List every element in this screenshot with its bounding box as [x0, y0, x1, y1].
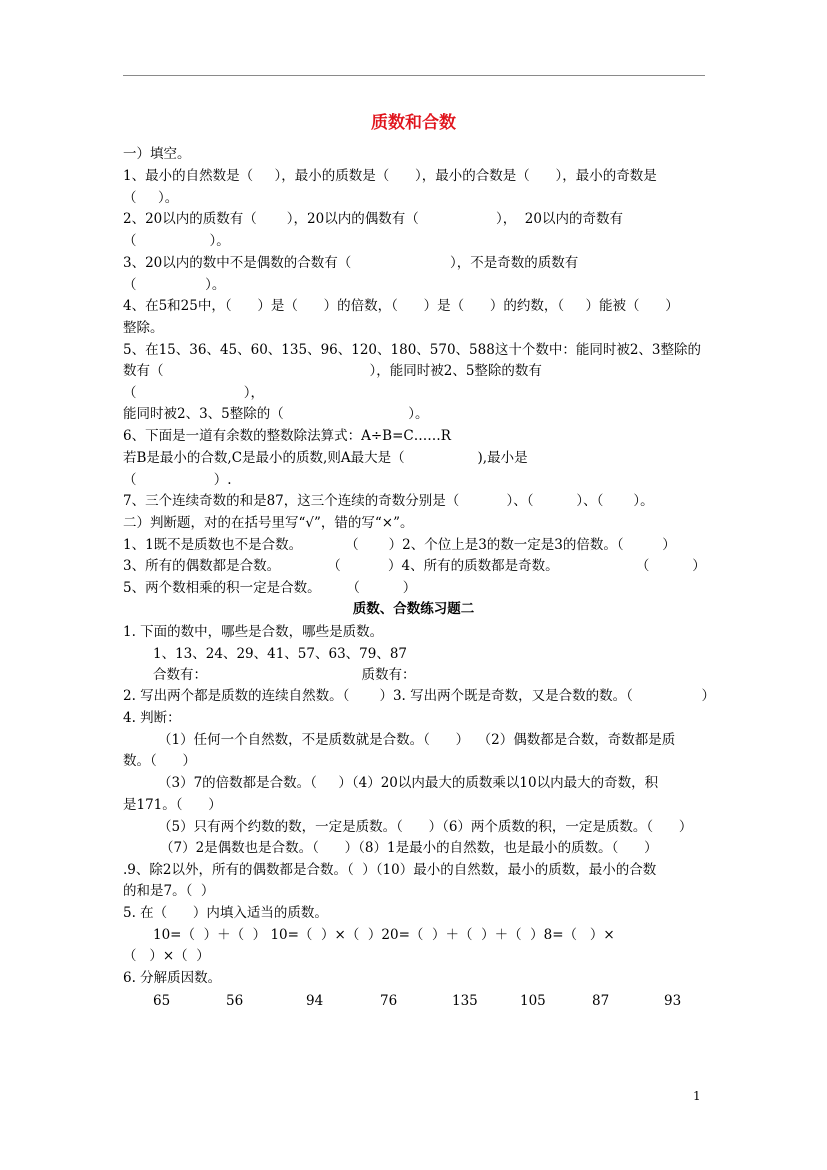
exercise-5-line-2: （ ）×（ ）: [123, 948, 210, 964]
question-6-line-3: （ ）.: [123, 472, 232, 488]
part2-heading: 二）判断题，对的在括号里写“√”，错的写“×”。: [123, 515, 414, 531]
exercise-4: 4. 判断：: [123, 710, 181, 726]
question-5-line-4: 能同时被2、3、5整除的（ ）。: [123, 406, 429, 422]
question-5-line-3: （ ），: [123, 385, 265, 401]
exercise-5-line-1: 10=（ ）＋（ ） 10=（ ）×（ ）20=（ ）＋（ ）＋（ ）8=（ ）×: [153, 927, 615, 943]
factor-number: 56: [226, 993, 244, 1009]
exercise-1-labels: 合数有： 质数有：: [153, 667, 416, 683]
exercise-4-line-7: .9、除2以外，所有的偶数都是合数。（ ）（10）最小的自然数，最小的质数，最小的合数: [123, 862, 657, 878]
question-7: 7、三个连续奇数的和是87，这三个连续的奇数分别是（ ）、（ ）、（ ）。: [123, 493, 654, 509]
question-2-line-2: （ ）。: [123, 233, 230, 249]
exercise-2-3: 2. 写出两个都是质数的连续自然数。（ ）3. 写出两个既是奇数，又是合数的数。（ ）: [123, 688, 716, 704]
exercise-4-line-3: （3）7的倍数都是合数。（ ）（4）20以内最大的质数乘以10以内最大的奇数，积: [158, 775, 659, 791]
factor-number: 87: [592, 993, 610, 1009]
exercise-4-line-2: 数。（ ）: [123, 753, 196, 769]
factor-number: 65: [153, 993, 171, 1009]
part1-heading: 一）填空。: [123, 146, 191, 162]
exercise-4-line-8: 的和是7。（ ）: [123, 883, 215, 899]
exercise-1: 1. 下面的数中，哪些是合数，哪些是质数。: [123, 624, 384, 640]
question-4-line-1: 4、在5和25中，（ ）是（ ）的倍数，（ ）是（ ）的约数，（ ）能被（ ）: [123, 298, 679, 314]
exercise-4-line-5: （5）只有两个约数的数，一定是质数。（ ）（6）两个质数的积，一定是质数。（ ）: [158, 819, 693, 835]
question-6-line-1: 6、下面是一道有余数的整数除法算式：A÷B=C……R: [123, 428, 451, 444]
exercise-4-line-4: 是171。（ ）: [123, 797, 222, 813]
page-number: 1: [693, 1089, 701, 1103]
factor-number: 76: [380, 993, 398, 1009]
judge-line-3: 5、两个数相乘的积一定是合数。 （ ）: [123, 580, 417, 596]
judge-line-1: 1、1既不是质数也不是合数。 （ ）2、个位上是3的数一定是3的倍数。（ ）: [123, 537, 676, 553]
header-rule: [123, 75, 705, 76]
factor-number: 105: [520, 993, 546, 1009]
question-5-line-1: 5、在15、36、45、60、135、96、120、180、570、588这十个数中：能同时被2、3整除的: [123, 342, 701, 358]
factor-number: 93: [664, 993, 682, 1009]
exercise-4-line-1: （1）任何一个自然数，不是质数就是合数。（ ） （2）偶数都是合数，奇数都是质: [158, 732, 676, 748]
question-3-line-2: （ ）。: [123, 277, 226, 293]
question-4-line-2: 整除。: [123, 320, 164, 336]
page-title: 质数和合数: [371, 113, 456, 133]
exercise-1-numbers: 1、13、24、29、41、57、63、79、87: [153, 646, 408, 662]
exercise-6: 6. 分解质因数。: [123, 970, 222, 986]
judge-line-2: 3、所有的偶数都是合数。 （ ）4、所有的质数都是奇数。 （ ）: [123, 558, 706, 574]
factor-number: 135: [452, 993, 478, 1009]
factor-number: 94: [306, 993, 324, 1009]
exercise-5: 5. 在（ ）内填入适当的质数。: [123, 905, 328, 921]
question-5-line-2: 数有（ ），能同时被2、5整除的数有: [123, 363, 542, 379]
exercise-4-line-6: （7）2是偶数也是合数。（ ）（8）1是最小的自然数，也是最小的质数。（ ）: [160, 840, 658, 856]
question-2-line-1: 2、20以内的质数有（ ），20以内的偶数有（ ）， 20以内的奇数有: [123, 211, 623, 227]
question-1-line-1: 1、最小的自然数是（ ），最小的质数是（ ），最小的合数是（ ），最小的奇数是: [123, 168, 657, 184]
question-3-line-1: 3、20以内的数中不是偶数的合数有（ ），不是奇数的质数有: [123, 255, 579, 271]
question-1-line-2: （ ）。: [123, 190, 179, 206]
section-2-title: 质数、合数练习题二: [352, 601, 475, 617]
question-6-line-2: 若B是最小的合数,C是最小的质数,则A最大是（ ),最小是: [123, 450, 528, 466]
